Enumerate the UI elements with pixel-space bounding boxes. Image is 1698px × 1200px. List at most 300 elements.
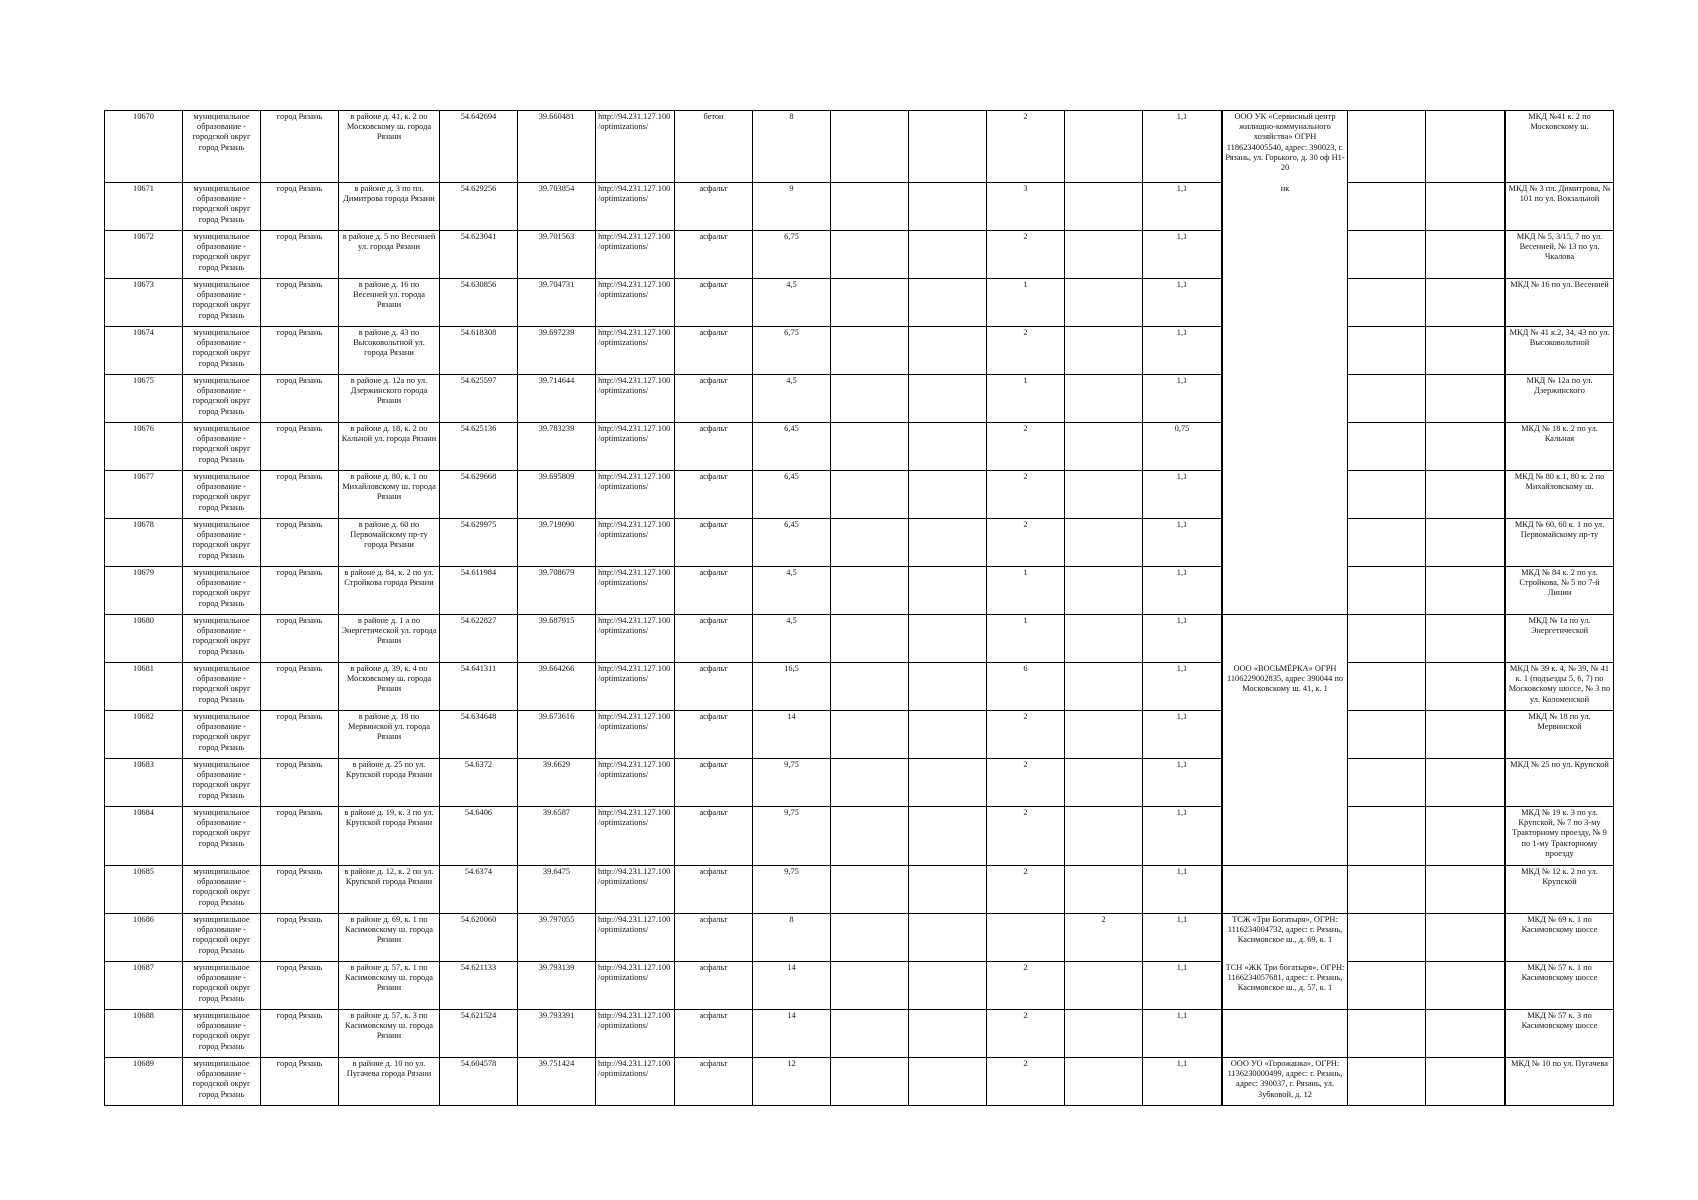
cell-count: 2 [987, 423, 1065, 471]
cell-municipality: муниципальное образование - городской округ город Рязань [183, 423, 261, 471]
cell-col-9 [831, 1010, 909, 1058]
cell-height: 1,1 [1143, 711, 1222, 759]
cell-count: 2 [987, 759, 1065, 807]
table-row [105, 279, 1614, 327]
cell-count-alt [1065, 759, 1143, 807]
cell-address: в районе д. 25 по ул. Крупской города Рязани [339, 759, 440, 807]
cell-col-16 [1348, 375, 1426, 423]
cell-count-alt [1065, 567, 1143, 615]
cell-count-alt [1065, 962, 1143, 1010]
cell-address: в районе д. 57, к. 3 по Касимовскому ш. города Рязани [339, 1010, 440, 1058]
cell-col-10 [909, 1058, 987, 1106]
cell-served-buildings: МКД № 57 к. 1 по Касимовскому шоссе [1506, 962, 1614, 1010]
cell-map-link[interactable]: http://94.231.127.100/optimizations/ [596, 327, 675, 375]
cell-height: 1,1 [1143, 183, 1222, 231]
cell-height: 1,1 [1143, 231, 1222, 279]
cell-latitude: 54.623041 [440, 231, 518, 279]
cell-col-9 [831, 567, 909, 615]
cell-city: город Рязань [261, 914, 339, 962]
cell-map-link[interactable]: http://94.231.127.100/optimizations/ [596, 663, 675, 711]
cell-count: 2 [987, 962, 1065, 1010]
cell-count: 2 [987, 327, 1065, 375]
cell-count: 2 [987, 471, 1065, 519]
table-row [105, 111, 1614, 183]
cell-height: 1,1 [1143, 914, 1222, 962]
cell-col-9 [831, 183, 909, 231]
table-row [105, 663, 1614, 711]
cell-city: город Рязань [261, 962, 339, 1010]
cell-count: 2 [987, 807, 1065, 866]
cell-longitude: 39.797055 [518, 914, 596, 962]
cell-map-link[interactable]: http://94.231.127.100/optimizations/ [596, 1010, 675, 1058]
cell-count: 2 [987, 1010, 1065, 1058]
cell-municipality: муниципальное образование - городской округ город Рязань [183, 111, 261, 183]
cell-surface-type: асфальт [675, 914, 753, 962]
cell-count-alt [1065, 615, 1143, 663]
cell-map-link[interactable]: http://94.231.127.100/optimizations/ [596, 1058, 675, 1106]
cell-area: 6,45 [753, 519, 831, 567]
cell-col-16 [1348, 866, 1426, 914]
cell-height: 1,1 [1143, 615, 1222, 663]
cell-surface-type: асфальт [675, 615, 753, 663]
cell-count-alt [1065, 231, 1143, 279]
table-row [105, 471, 1614, 519]
cell-height: 1,1 [1143, 962, 1222, 1010]
cell-latitude: 54.621133 [440, 962, 518, 1010]
cell-city: город Рязань [261, 866, 339, 914]
cell-map-link[interactable]: http://94.231.127.100/optimizations/ [596, 423, 675, 471]
table-row [105, 231, 1614, 279]
cell-col-10 [909, 711, 987, 759]
cell-count-alt [1065, 471, 1143, 519]
cell-col-9 [831, 615, 909, 663]
cell-municipality: муниципальное образование - городской округ город Рязань [183, 615, 261, 663]
cell-col-9 [831, 807, 909, 866]
cell-count [987, 914, 1065, 962]
cell-latitude: 54.6374 [440, 866, 518, 914]
cell-col-16 [1348, 423, 1426, 471]
cell-record-id: 10683 [105, 759, 183, 807]
cell-map-link[interactable]: http://94.231.127.100/optimizations/ [596, 471, 675, 519]
cell-col-16 [1348, 759, 1426, 807]
cell-organization: ТСЖ «Три Богатыря», ОГРН: 1116234004732, адрес: г. Рязань, Касимовское ш., д. 69, к. 1 [1223, 914, 1348, 962]
cell-organization [1223, 759, 1348, 807]
cell-longitude: 39.708679 [518, 567, 596, 615]
cell-map-link[interactable]: http://94.231.127.100/optimizations/ [596, 279, 675, 327]
cell-col-17 [1426, 111, 1505, 183]
cell-address: в районе д. 57, к. 1 по Касимовскому ш. города Рязани [339, 962, 440, 1010]
cell-col-16 [1348, 111, 1426, 183]
cell-organization [1223, 807, 1348, 866]
cell-municipality: муниципальное образование - городской округ город Рязань [183, 663, 261, 711]
cell-record-id: 10686 [105, 914, 183, 962]
cell-record-id: 10682 [105, 711, 183, 759]
cell-served-buildings: МКД № 18 по ул. Мервинской [1506, 711, 1614, 759]
cell-city: город Рязань [261, 231, 339, 279]
cell-col-17 [1426, 375, 1505, 423]
cell-height: 1,1 [1143, 327, 1222, 375]
cell-latitude: 54.630856 [440, 279, 518, 327]
cell-col-17 [1426, 471, 1505, 519]
cell-city: город Рязань [261, 807, 339, 866]
cell-col-17 [1426, 423, 1505, 471]
cell-latitude: 54.642694 [440, 111, 518, 183]
cell-organization [1223, 423, 1348, 471]
cell-count: 2 [987, 519, 1065, 567]
cell-col-16 [1348, 962, 1426, 1010]
cell-area: 4,5 [753, 567, 831, 615]
cell-record-id: 10670 [105, 111, 183, 183]
cell-record-id: 10680 [105, 615, 183, 663]
cell-organization [1223, 519, 1348, 567]
cell-height: 1,1 [1143, 519, 1222, 567]
cell-city: город Рязань [261, 1010, 339, 1058]
cell-longitude: 39.793139 [518, 962, 596, 1010]
cell-area: 9 [753, 183, 831, 231]
cell-address: в районе д. 60 по Первомайскому пр-ту города Рязани [339, 519, 440, 567]
cell-col-16 [1348, 807, 1426, 866]
cell-longitude: 39.695809 [518, 471, 596, 519]
cell-latitude: 54.629256 [440, 183, 518, 231]
cell-col-17 [1426, 759, 1505, 807]
cell-address: в районе д. 18 по Мервинской ул. города Рязани [339, 711, 440, 759]
cell-map-link[interactable]: http://94.231.127.100/optimizations/ [596, 914, 675, 962]
cell-organization [1223, 711, 1348, 759]
cell-municipality: муниципальное образование - городской округ город Рязань [183, 711, 261, 759]
cell-col-9 [831, 711, 909, 759]
cell-address: в районе д. 80, к. 1 по Михайловскому ш. города Рязани [339, 471, 440, 519]
cell-area: 6,45 [753, 423, 831, 471]
cell-served-buildings: МКД № 18 к. 2 по ул. Кальная [1506, 423, 1614, 471]
cell-height: 1,1 [1143, 279, 1222, 327]
cell-served-buildings: МКД № 1а по ул. Энергетической [1506, 615, 1614, 663]
cell-col-10 [909, 375, 987, 423]
cell-latitude: 54.621524 [440, 1010, 518, 1058]
cell-municipality: муниципальное образование - городской округ город Рязань [183, 375, 261, 423]
cell-organization [1223, 375, 1348, 423]
cell-longitude: 39.783239 [518, 423, 596, 471]
cell-surface-type: асфальт [675, 231, 753, 279]
table-row [105, 962, 1614, 1010]
cell-height: 0,75 [1143, 423, 1222, 471]
table-row [105, 866, 1614, 914]
cell-longitude: 39.751424 [518, 1058, 596, 1106]
cell-longitude: 39.6475 [518, 866, 596, 914]
cell-served-buildings: МКД № 41 к.2, 34, 43 по ул. Высоковольтной [1506, 327, 1614, 375]
cell-surface-type: асфальт [675, 807, 753, 866]
cell-latitude: 54.629975 [440, 519, 518, 567]
registry-table-body [105, 111, 1614, 1106]
cell-map-link[interactable]: http://94.231.127.100/optimizations/ [596, 111, 675, 183]
cell-col-16 [1348, 711, 1426, 759]
cell-city: город Рязань [261, 663, 339, 711]
cell-surface-type: асфальт [675, 711, 753, 759]
cell-municipality: муниципальное образование - городской округ город Рязань [183, 759, 261, 807]
cell-count-alt [1065, 866, 1143, 914]
cell-municipality: муниципальное образование - городской округ город Рязань [183, 519, 261, 567]
cell-area: 4,5 [753, 615, 831, 663]
cell-surface-type: асфальт [675, 423, 753, 471]
cell-municipality: муниципальное образование - городской округ город Рязань [183, 279, 261, 327]
cell-col-10 [909, 567, 987, 615]
cell-col-10 [909, 962, 987, 1010]
cell-col-17 [1426, 1010, 1505, 1058]
cell-col-9 [831, 279, 909, 327]
cell-height: 1,1 [1143, 567, 1222, 615]
cell-col-16 [1348, 663, 1426, 711]
cell-surface-type: асфальт [675, 519, 753, 567]
cell-latitude: 54.629668 [440, 471, 518, 519]
cell-count: 3 [987, 183, 1065, 231]
cell-col-9 [831, 111, 909, 183]
cell-area: 9,75 [753, 866, 831, 914]
table-row [105, 327, 1614, 375]
cell-municipality: муниципальное образование - городской округ город Рязань [183, 807, 261, 866]
cell-map-link[interactable]: http://94.231.127.100/optimizations/ [596, 567, 675, 615]
cell-count-alt [1065, 663, 1143, 711]
cell-area: 6,75 [753, 327, 831, 375]
cell-col-16 [1348, 1010, 1426, 1058]
cell-height: 1,1 [1143, 1010, 1222, 1058]
cell-map-link[interactable]: http://94.231.127.100/optimizations/ [596, 711, 675, 759]
cell-served-buildings: МКД № 5, 3/15, 7 по ул. Весенней, № 13 по ул. Чкалова [1506, 231, 1614, 279]
cell-count-alt [1065, 807, 1143, 866]
cell-col-16 [1348, 914, 1426, 962]
cell-col-9 [831, 327, 909, 375]
cell-record-id: 10679 [105, 567, 183, 615]
cell-city: город Рязань [261, 111, 339, 183]
cell-count-alt [1065, 111, 1143, 183]
cell-area: 8 [753, 111, 831, 183]
cell-col-10 [909, 183, 987, 231]
cell-count-alt [1065, 423, 1143, 471]
table-row [105, 914, 1614, 962]
cell-record-id: 10677 [105, 471, 183, 519]
cell-municipality: муниципальное образование - городской округ город Рязань [183, 567, 261, 615]
cell-map-link[interactable]: http://94.231.127.100/optimizations/ [596, 807, 675, 866]
table-row [105, 615, 1614, 663]
registry-table [104, 110, 1614, 1106]
cell-col-17 [1426, 866, 1505, 914]
table-row [105, 759, 1614, 807]
cell-height: 1,1 [1143, 1058, 1222, 1106]
cell-surface-type: асфальт [675, 1058, 753, 1106]
cell-col-17 [1426, 663, 1505, 711]
cell-map-link[interactable]: http://94.231.127.100/optimizations/ [596, 375, 675, 423]
cell-organization: ТСН «ЖК Три богатыря», ОГРН: 1166234057681, адрес: г. Рязань, Касимовское ш., д. 57, к. 1 [1223, 962, 1348, 1010]
cell-latitude: 54.604578 [440, 1058, 518, 1106]
cell-height: 1,1 [1143, 866, 1222, 914]
cell-organization [1223, 471, 1348, 519]
cell-longitude: 39.687915 [518, 615, 596, 663]
cell-address: в районе д. 12а по ул. Дзержинского города Рязани [339, 375, 440, 423]
cell-longitude: 39.793391 [518, 1010, 596, 1058]
cell-col-10 [909, 1010, 987, 1058]
cell-count: 2 [987, 711, 1065, 759]
cell-address: в районе д. 16 по Весенней ул. города Рязани [339, 279, 440, 327]
cell-col-9 [831, 866, 909, 914]
cell-city: город Рязань [261, 279, 339, 327]
cell-area: 14 [753, 711, 831, 759]
cell-municipality: муниципальное образование - городской округ город Рязань [183, 866, 261, 914]
cell-height: 1,1 [1143, 375, 1222, 423]
cell-col-9 [831, 423, 909, 471]
cell-municipality: муниципальное образование - городской округ город Рязань [183, 1058, 261, 1106]
cell-address: в районе д. 69, к. 1 по Касимовскому ш. города Рязани [339, 914, 440, 962]
cell-col-16 [1348, 1058, 1426, 1106]
cell-area: 12 [753, 1058, 831, 1106]
cell-col-17 [1426, 567, 1505, 615]
cell-count: 1 [987, 567, 1065, 615]
cell-col-17 [1426, 711, 1505, 759]
cell-address: в районе д. 1 а по Энергетической ул. города Рязани [339, 615, 440, 663]
cell-col-16 [1348, 231, 1426, 279]
cell-surface-type: асфальт [675, 471, 753, 519]
cell-map-link[interactable]: http://94.231.127.100/optimizations/ [596, 615, 675, 663]
cell-city: город Рязань [261, 183, 339, 231]
cell-map-link[interactable]: http://94.231.127.100/optimizations/ [596, 183, 675, 231]
cell-organization [1223, 279, 1348, 327]
cell-col-16 [1348, 567, 1426, 615]
cell-record-id: 10688 [105, 1010, 183, 1058]
cell-area: 4,5 [753, 279, 831, 327]
cell-col-17 [1426, 183, 1505, 231]
cell-municipality: муниципальное образование - городской округ город Рязань [183, 327, 261, 375]
cell-count-alt [1065, 711, 1143, 759]
cell-col-10 [909, 111, 987, 183]
cell-served-buildings: МКД № 39 к. 4, № 39, № 41 к. 1 (подъезды 5, 6, 7) по Московскому шоссе, № 3 по ул. Коломенской [1506, 663, 1614, 711]
cell-col-10 [909, 663, 987, 711]
cell-municipality: муниципальное образование - городской округ город Рязань [183, 1010, 261, 1058]
cell-col-17 [1426, 1058, 1505, 1106]
cell-area: 4,5 [753, 375, 831, 423]
cell-col-10 [909, 279, 987, 327]
cell-municipality: муниципальное образование - городской округ город Рязань [183, 183, 261, 231]
cell-record-id: 10685 [105, 866, 183, 914]
cell-served-buildings: МКД № 25 по ул. Крупской [1506, 759, 1614, 807]
cell-city: город Рязань [261, 327, 339, 375]
table-row [105, 423, 1614, 471]
cell-longitude: 39.704731 [518, 279, 596, 327]
cell-organization [1223, 866, 1348, 914]
cell-longitude: 39.714644 [518, 375, 596, 423]
cell-surface-type: асфальт [675, 1010, 753, 1058]
cell-map-link[interactable]: http://94.231.127.100/optimizations/ [596, 866, 675, 914]
cell-longitude: 39.6587 [518, 807, 596, 866]
cell-count: 1 [987, 279, 1065, 327]
cell-col-17 [1426, 231, 1505, 279]
cell-served-buildings: МКД № 60, 60 к. 1 по ул. Первомайскому пр-ту [1506, 519, 1614, 567]
cell-area: 6,75 [753, 231, 831, 279]
cell-longitude: 39.703854 [518, 183, 596, 231]
cell-served-buildings: МКД № 16 по ул. Весенней [1506, 279, 1614, 327]
cell-col-10 [909, 807, 987, 866]
cell-col-9 [831, 962, 909, 1010]
cell-col-17 [1426, 914, 1505, 962]
cell-surface-type: бетон [675, 111, 753, 183]
cell-count: 1 [987, 615, 1065, 663]
cell-served-buildings: МКД № 12 к. 2 по ул. Крупской [1506, 866, 1614, 914]
cell-latitude: 54.641311 [440, 663, 518, 711]
cell-served-buildings: МКД № 69 к. 1 по Касимовскому шоссе [1506, 914, 1614, 962]
cell-area: 6,45 [753, 471, 831, 519]
cell-organization [1223, 327, 1348, 375]
table-row [105, 519, 1614, 567]
cell-served-buildings: МКД № 3 пл. Димитрова, № 101 по ул. Вокзальной [1506, 183, 1614, 231]
cell-longitude: 39.701563 [518, 231, 596, 279]
cell-col-9 [831, 759, 909, 807]
cell-latitude: 54.611984 [440, 567, 518, 615]
cell-count: 6 [987, 663, 1065, 711]
cell-record-id: 10678 [105, 519, 183, 567]
cell-area: 8 [753, 914, 831, 962]
cell-col-9 [831, 231, 909, 279]
cell-height: 1,1 [1143, 111, 1222, 183]
cell-city: город Рязань [261, 519, 339, 567]
cell-col-9 [831, 1058, 909, 1106]
table-row [105, 567, 1614, 615]
cell-map-link[interactable]: http://94.231.127.100/optimizations/ [596, 759, 675, 807]
cell-record-id: 10671 [105, 183, 183, 231]
cell-record-id: 10675 [105, 375, 183, 423]
cell-count: 2 [987, 866, 1065, 914]
cell-address: в районе д. 41, к. 2 по Московскому ш. города Рязани [339, 111, 440, 183]
cell-surface-type: асфальт [675, 279, 753, 327]
cell-map-link[interactable]: http://94.231.127.100/optimizations/ [596, 962, 675, 1010]
cell-count: 2 [987, 231, 1065, 279]
cell-height: 1,1 [1143, 807, 1222, 866]
cell-organization [1223, 567, 1348, 615]
cell-map-link[interactable]: http://94.231.127.100/optimizations/ [596, 519, 675, 567]
cell-col-17 [1426, 615, 1505, 663]
cell-record-id: 10687 [105, 962, 183, 1010]
cell-col-17 [1426, 807, 1505, 866]
cell-area: 16,5 [753, 663, 831, 711]
cell-address: в районе д. 18, к. 2 по Кальной ул. города Рязани [339, 423, 440, 471]
cell-address: в районе д. 5 по Весенней ул. города Рязани [339, 231, 440, 279]
cell-organization [1223, 231, 1348, 279]
cell-surface-type: асфальт [675, 567, 753, 615]
cell-count-alt [1065, 327, 1143, 375]
cell-city: город Рязань [261, 711, 339, 759]
cell-longitude: 39.673616 [518, 711, 596, 759]
cell-count: 1 [987, 375, 1065, 423]
cell-map-link[interactable]: http://94.231.127.100/optimizations/ [596, 231, 675, 279]
cell-col-16 [1348, 327, 1426, 375]
cell-served-buildings: МКД № 80 к.1, 80 к. 2 по Михайловскому ш. [1506, 471, 1614, 519]
cell-col-16 [1348, 279, 1426, 327]
cell-longitude: 39.697239 [518, 327, 596, 375]
cell-count: 2 [987, 111, 1065, 183]
cell-surface-type: асфальт [675, 375, 753, 423]
cell-col-16 [1348, 615, 1426, 663]
cell-col-10 [909, 759, 987, 807]
cell-address: в районе д. 39, к. 4 по Московскому ш. города Рязани [339, 663, 440, 711]
cell-col-9 [831, 914, 909, 962]
cell-city: город Рязань [261, 423, 339, 471]
cell-longitude: 39.664266 [518, 663, 596, 711]
cell-col-9 [831, 663, 909, 711]
cell-record-id: 10676 [105, 423, 183, 471]
cell-address: в районе д. 43 по Высоковольтной ул. города Рязани [339, 327, 440, 375]
cell-area: 9,75 [753, 759, 831, 807]
cell-latitude: 54.6406 [440, 807, 518, 866]
cell-record-id: 10681 [105, 663, 183, 711]
cell-col-16 [1348, 471, 1426, 519]
cell-col-10 [909, 615, 987, 663]
cell-col-10 [909, 866, 987, 914]
cell-col-10 [909, 914, 987, 962]
